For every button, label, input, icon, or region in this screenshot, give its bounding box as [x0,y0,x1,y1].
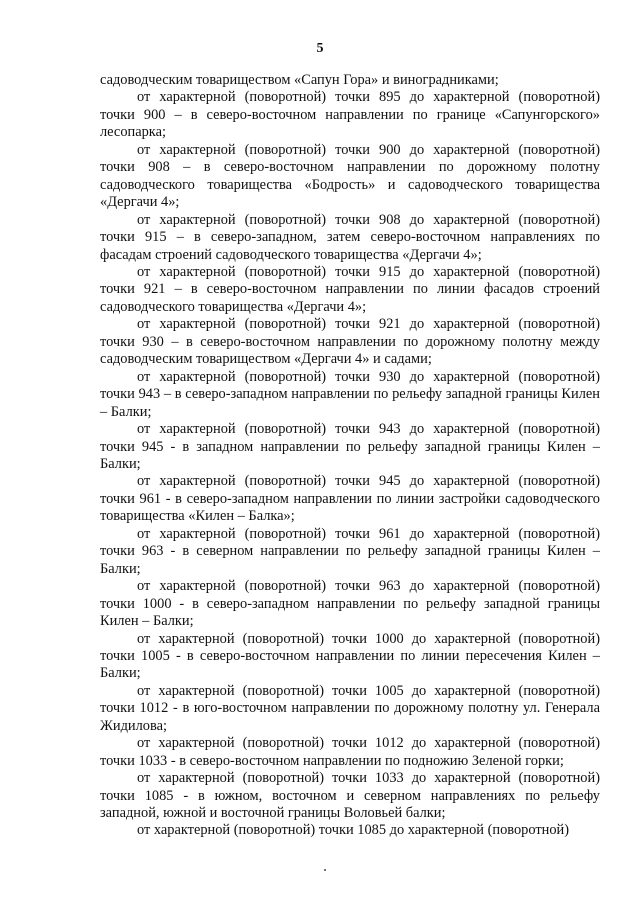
paragraph-truncated: от характерной (поворотной) точки 1085 до характерной (поворотной) [137,822,570,839]
paragraph: от характерной (поворотной) точки 921 до характерной (поворотной) точки 930 – в северо-восточном направлении по дорожному полотну между садоводческим товариществом «Дергачи 4» и садами; [100,316,600,368]
paragraph: от характерной (поворотной) точки 963 до характерной (поворотной) точки 1000 - в северо-западном направлении по рельефу западной границы Килен – Балки; [100,578,600,630]
paragraph: от характерной (поворотной) точки 900 до характерной (поворотной) точки 908 – в северо-восточном направлении по дорожному полотну садоводческого товарищества «Бодрость» и садоводческого товарищества «Дергачи 4»; [100,141,600,211]
paragraph: от характерной (поворотной) точки 1033 до характерной (поворотной) точки 1085 - в южном, восточном и северном направлениях по рельефу западной, южной и восточной границы Воловьей балки; [100,770,600,822]
paragraph: от характерной (поворотной) точки 1000 до характерной (поворотной) точки 1005 - в северо-восточном направлении по линии пересечения Килен – Балки; [100,630,600,682]
paragraph: от характерной (поворотной) точки 943 до характерной (поворотной) точки 945 - в западном направлении по рельефу западной границы Килен – Балки; [100,421,600,472]
paragraph: от характерной (поворотной) точки 961 до характерной (поворотной) точки 963 - в северном направлении по рельефу западной границы Килен – Балки; [100,525,600,577]
paragraph: от характерной (поворотной) точки 1012 до характерной (поворотной) точки 1033 - в северо-восточном направлении по подножию Зеленой горки; [100,735,600,769]
paragraph: от характерной (поворотной) точки 945 до характерной (поворотной) точки 961 - в северо-западном направлении по линии застройки садоводческого товарищества «Килен – Балка»; [100,473,600,525]
document-body [100,72,600,840]
paragraph: от характерной (поворотной) точки 930 до характерной (поворотной) точки 943 – в северо-западном направлении по рельефу западной границы Килен – Балки; [100,368,600,420]
paragraph: от характерной (поворотной) точки 908 до характерной (поворотной) точки 915 – в северо-западном, затем северо-восточном направлениях по фасадам строений садоводческого товарищества «Дергачи 4»; [100,211,600,263]
page-number: 5 [316,41,324,56]
paragraph: от характерной (поворотной) точки 895 до характерной (поворотной) точки 900 – в северо-восточном направлении по границе «Сапунгорского» лесопарка; [100,89,600,141]
paragraph: от характерной (поворотной) точки 1005 до характерной (поворотной) точки 1012 - в юго-восточном направлении по дорожному полотну ул. Генерала Жидилова; [100,682,600,734]
scan-dot-mark [324,869,326,871]
paragraph-continuation: садоводческим товариществом «Сапун Гора» и виноградниками; [100,72,499,88]
paragraph: от характерной (поворотной) точки 915 до характерной (поворотной) точки 921 – в северо-восточном направлении по линии фасадов строений садоводческого товарищества «Дергачи 4»; [100,263,600,315]
